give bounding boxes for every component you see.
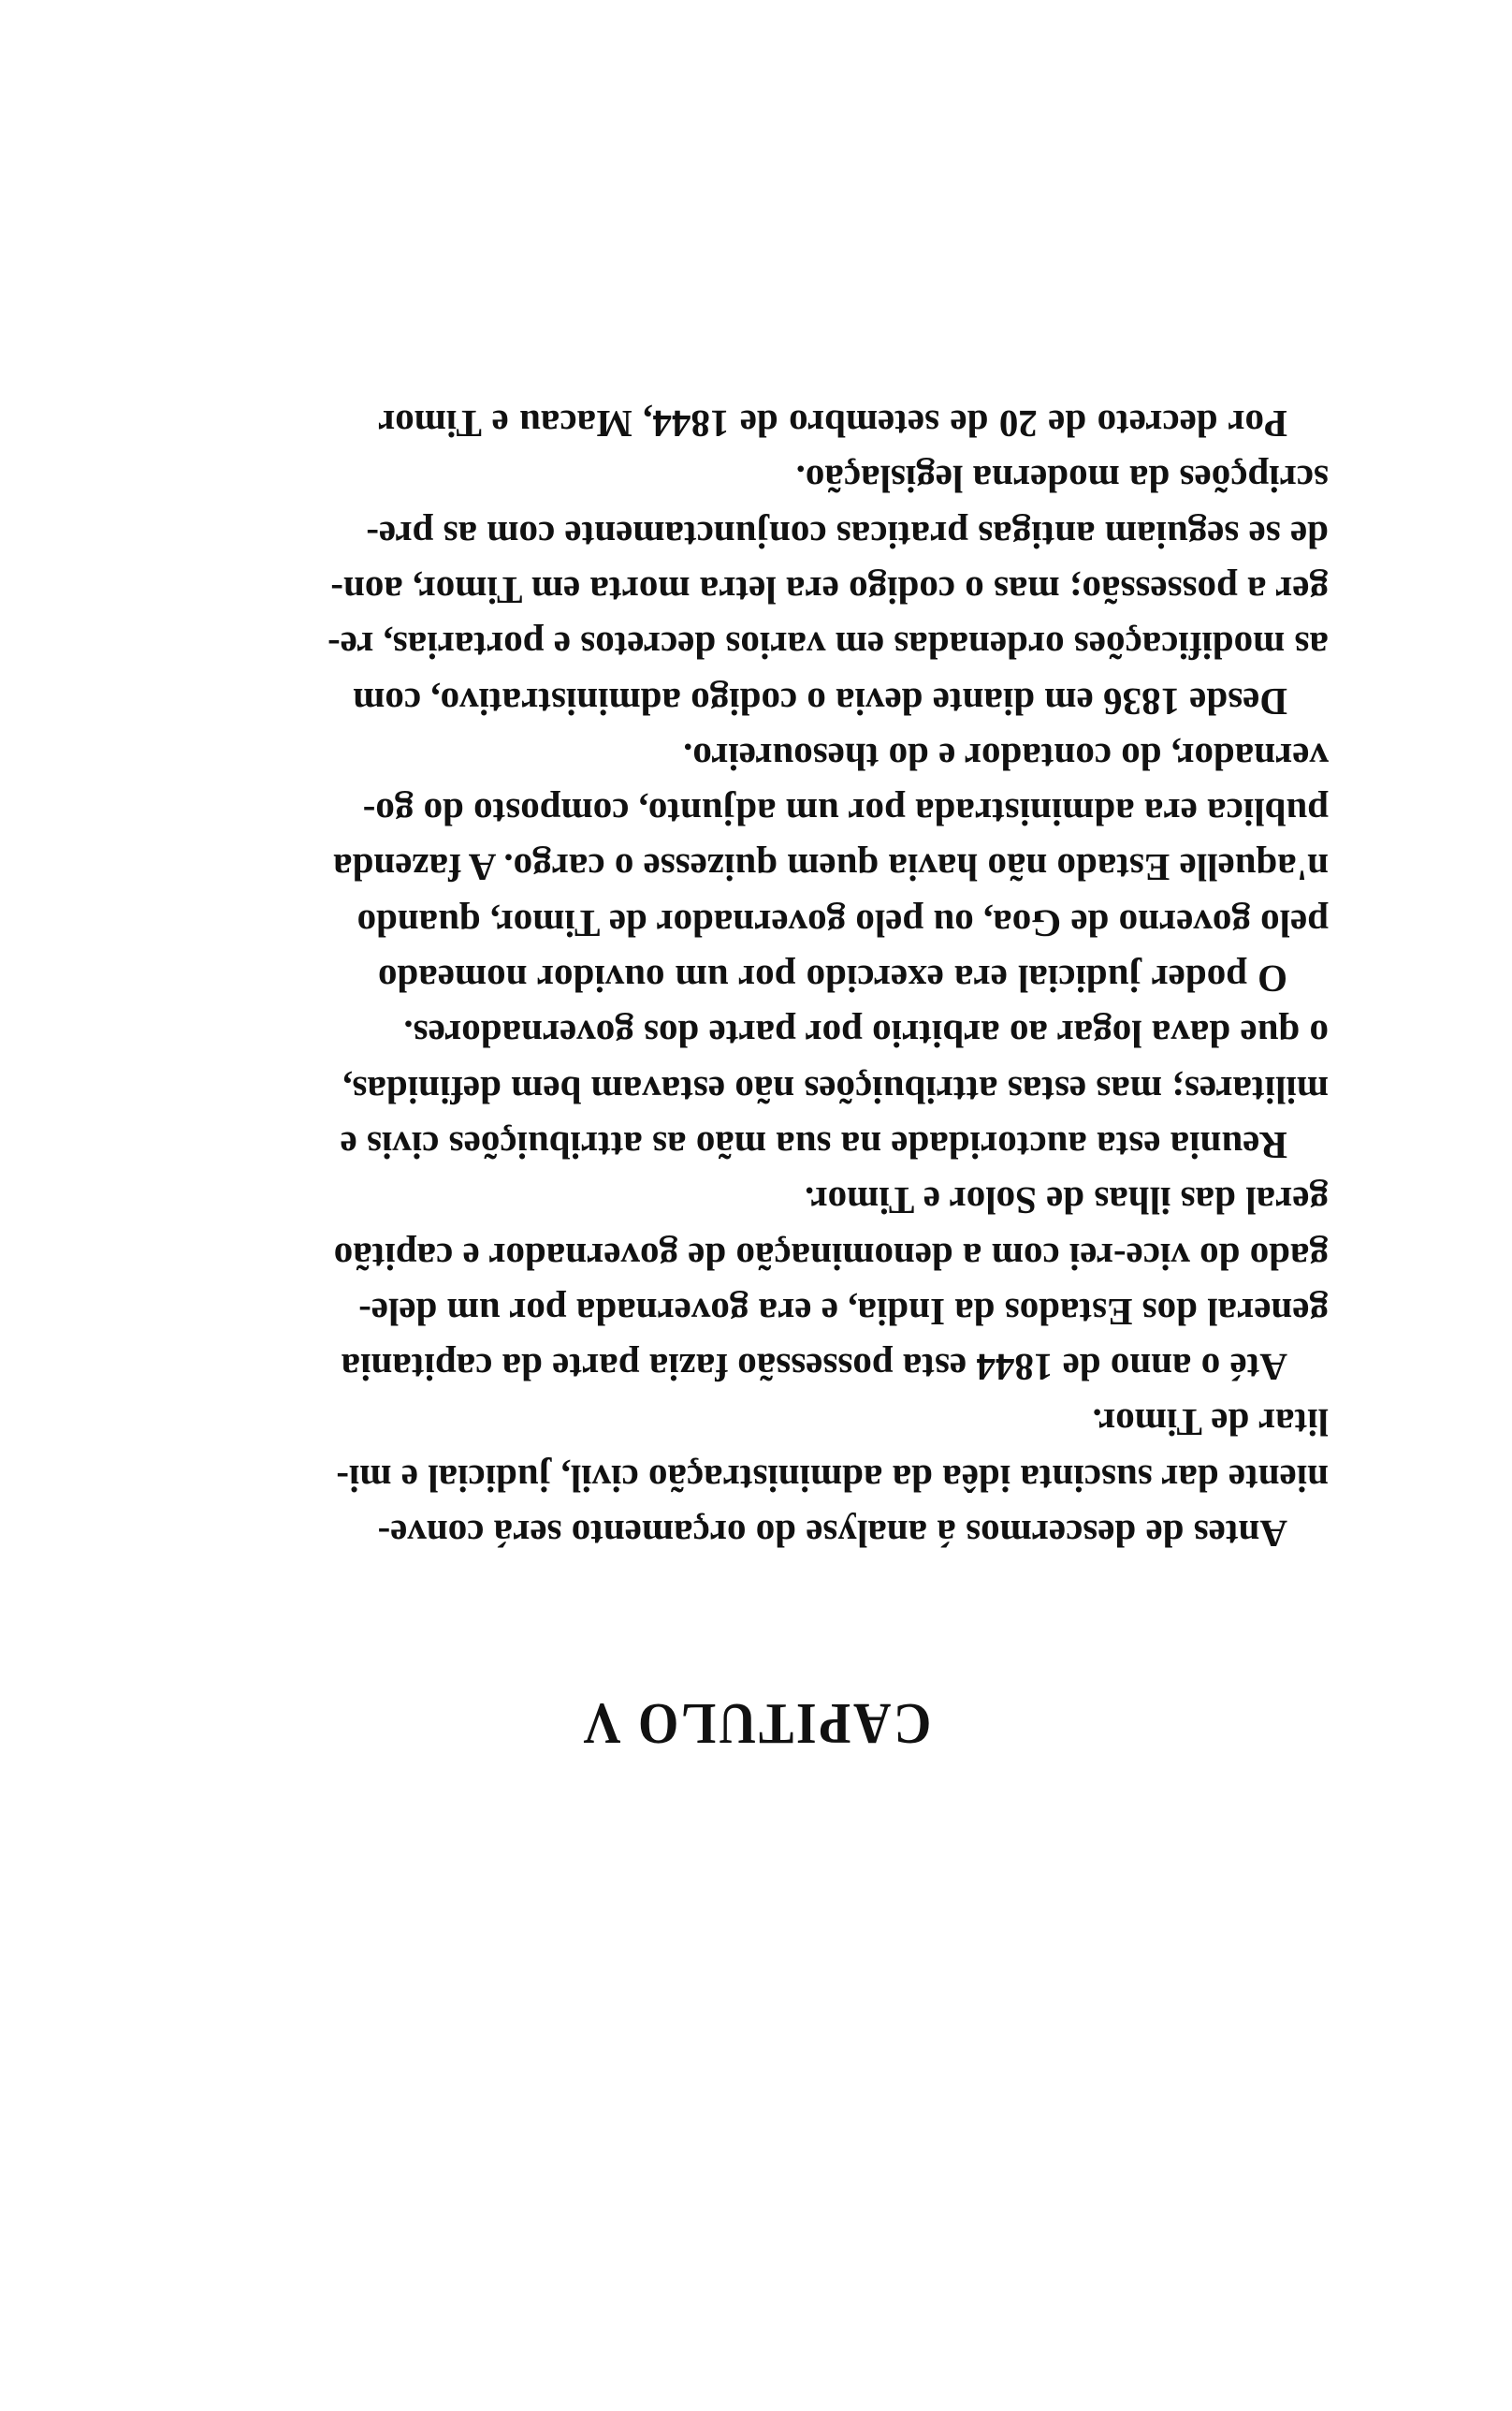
text-line: o que dava logar ao arbitrio por parte dos governadores. [403,1013,1329,1057]
text-line: geral das ilhas de Solor e Timor. [804,1179,1329,1223]
text-line: publica era administrada por um adjunto, composto do go- [362,791,1329,835]
text-line: Desde 1836 em diante devia o codigo administrativo, com [353,679,1287,723]
text-line: Por decreto de 20 de setembro de 1844, Macau e Timor [378,402,1287,446]
text-line: vernador, do contador e do thesoureiro. [683,735,1329,779]
text-line: Antes de descermos á analyse do orçamento será conve- [377,1512,1287,1556]
text-line: niente dar suscinta idêa da administração civil, judicial e mi- [336,1456,1329,1500]
text-line: militares; mas estas attribuições não estavam bem definidas, [342,1068,1329,1112]
text-line: pelo governo de Goa, ou pelo governador de Timor, quando [356,901,1329,945]
text-line: as modificações ordenadas em varios decretos e portarias, re- [327,624,1329,668]
text-line: ger a possessão; mas o codigo era letra morta em Timor, aon- [330,568,1329,612]
text-line: litar de Timor. [1092,1401,1329,1445]
text-line: Reunia esta auctoridade na sua mão as attribuições civis e [340,1123,1287,1167]
text-line: de se seguiam antigas praticas conjunctamente com as pre- [366,513,1329,557]
chapter-title: CAPITULO V [580,1691,932,1755]
text-line: scripções da moderna legislação. [795,458,1329,502]
text-line: n'aquelle Estado não havia quem quizesse o cargo. A fazenda [333,846,1329,890]
text-line: Até o anno de 1844 esta possessão fazia parte da capitania [341,1346,1287,1390]
body-text [327,396,1329,1561]
text-line: gado do vice-rei com a denominação de governador e capitão [333,1235,1329,1279]
text-line: O poder judicial era exercido por um ouvidor nomeado [378,957,1287,1001]
text-line: general dos Estados da India, e era governada por um dele- [358,1290,1329,1334]
